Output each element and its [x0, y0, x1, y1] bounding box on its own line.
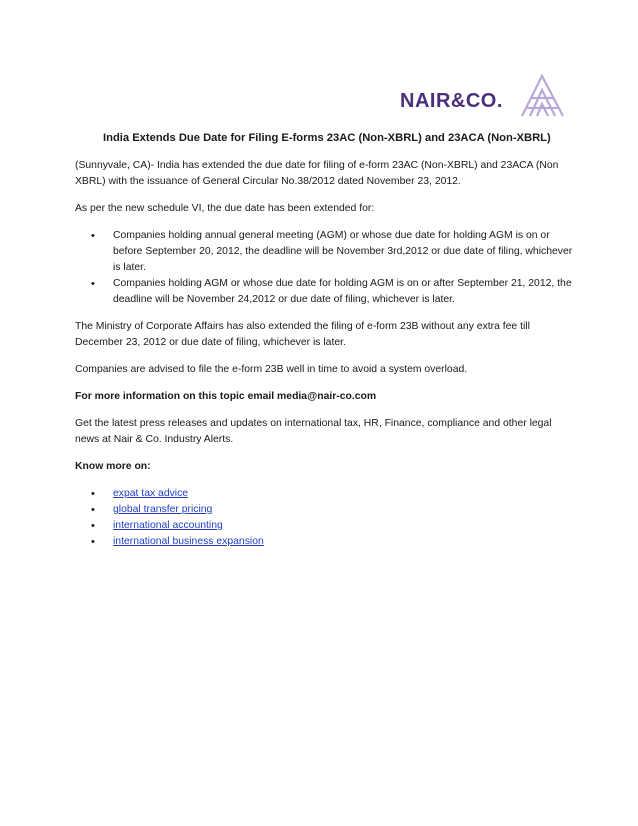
company-logo: [400, 72, 570, 122]
list-item: [75, 276, 575, 308]
ministry-paragraph: The Ministry of Corporate Affairs has also extended the filing of e-form 23B without any extra fee till December 23, 2012 or due date of filing, whichever is later.: [75, 321, 530, 348]
bullet-icon: •: [91, 520, 95, 532]
logo-mark-icon: [520, 72, 565, 120]
list-item: [75, 502, 575, 518]
list-item: [75, 518, 575, 534]
contact-line: For more information on this topic email media@nair-co.com: [75, 391, 377, 402]
list-item-text: Companies holding AGM or whose due date for holding AGM is on or after September 21, 2012, the deadline will be November 24,2012 or due date of filing, whichever is later.: [113, 278, 572, 305]
bullet-icon: •: [91, 230, 95, 242]
list-item-text: Companies holding annual general meeting (AGM) or whose due date for holding AGM is on or before September 20, 2012, the deadline will be November 3rd,2012 or due date of filing, whichever is later.: [113, 230, 573, 273]
link-international-accounting[interactable]: international accounting: [113, 520, 223, 531]
advice-paragraph: Companies are advised to file the e-form 23B well in time to avoid a system overload.: [75, 364, 468, 375]
links-list: [75, 486, 575, 550]
list-item: [75, 228, 575, 276]
bullet-icon: •: [91, 488, 95, 500]
document-body: [75, 130, 575, 561]
updates-paragraph: Get the latest press releases and updates on international tax, HR, Finance, compliance and other legal news at Nair & Co. Industry Alerts.: [75, 418, 552, 445]
schedule-intro-paragraph: As per the new schedule VI, the due date has been extended for:: [75, 203, 375, 214]
bullet-icon: •: [91, 278, 95, 290]
bullet-icon: •: [91, 504, 95, 516]
know-more-heading: Know more on:: [75, 461, 151, 472]
logo-wordmark: NAIR&CO.: [400, 90, 503, 112]
link-international-business-expansion[interactable]: international business expansion: [113, 536, 264, 547]
document-title: India Extends Due Date for Filing E-forms 23AC (Non-XBRL) and 23ACA (Non-XBRL): [103, 132, 551, 144]
list-item: [75, 534, 575, 550]
list-item: [75, 486, 575, 502]
bullet-icon: •: [91, 536, 95, 548]
schedule-list: [75, 228, 575, 308]
intro-paragraph: (Sunnyvale, CA)- India has extended the due date for filing of e-form 23AC (Non-XBRL) and 23ACA (Non XBRL) with the issuance of General Circular No.38/2012 dated November 23, 2012.: [75, 160, 559, 187]
link-expat-tax-advice[interactable]: expat tax advice: [113, 488, 189, 499]
link-global-transfer-pricing[interactable]: global transfer pricing: [113, 504, 213, 515]
